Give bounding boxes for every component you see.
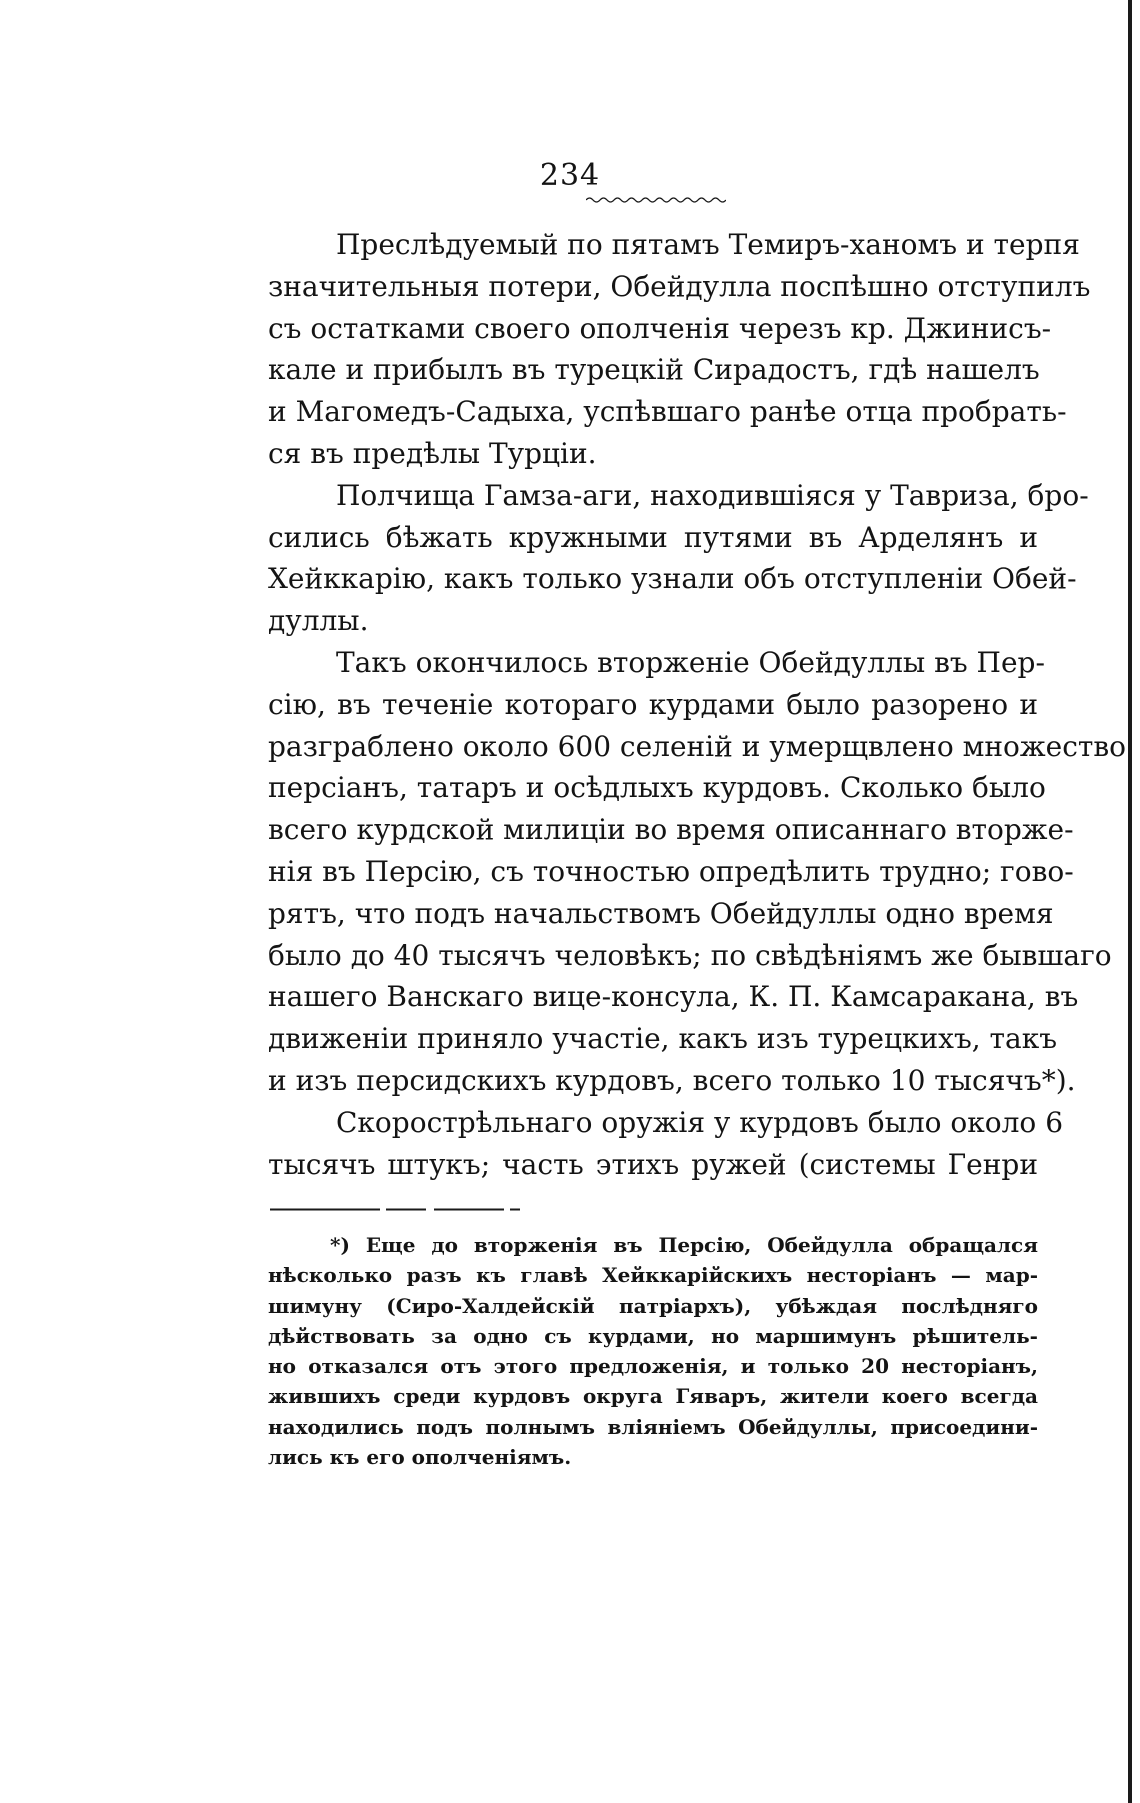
paragraph: [268, 642, 1127, 1102]
footnote-line: жившихъ среди курдовъ округа Гяваръ, жители коего всегда: [268, 1384, 1038, 1409]
page-edge: [1128, 0, 1132, 1803]
footnote-separator: [270, 1208, 520, 1211]
footnote-line: нѣсколько разъ къ главѣ Хейккарійскихъ несторіанъ — мар-: [268, 1263, 1038, 1288]
text-line: нашего Ванскаго вице-консула, К. П. Камсаракана, въ: [268, 980, 1079, 1014]
text-line: Скорострѣльнаго оружія у курдовъ было около 6: [336, 1105, 1064, 1139]
footnote-line: *) Еще до вторженія въ Персію, Обейдулла обращался: [330, 1233, 1038, 1257]
footnote-line: находились подъ полнымъ вліяніемъ Обейдуллы, присоедини-: [268, 1414, 1038, 1439]
footnote-line: но отказался отъ этого предложенія, и только 20 несторіанъ,: [268, 1354, 1038, 1379]
text-line: нія въ Персію, съ точностью опредѣлить трудно; гово-: [268, 854, 1074, 888]
text-line: дуллы.: [268, 604, 369, 638]
footnote-line: шимуну (Сиро-Халдейскій патріархъ), убѣждая послѣдняго: [268, 1293, 1038, 1318]
text-line: тысячъ штукъ; часть этихъ ружей (системы Генри: [268, 1147, 1038, 1181]
page-number-ornament: [586, 196, 726, 204]
text-line: Преслѣдуемый по пятамъ Темиръ-ханомъ и терпя: [336, 228, 1080, 261]
text-line: рятъ, что подъ начальствомъ Обейдуллы одно время: [268, 896, 1054, 930]
paragraph: [268, 1102, 1064, 1186]
paragraph: [268, 224, 1091, 475]
text-line: разграблено около 600 селеній и умерщвлено множество: [268, 729, 1127, 763]
footnote-line: дѣйствовать за одно съ курдами, но маршимунъ рѣшитель-: [268, 1323, 1038, 1348]
text-line: съ остатками своего ополченія черезъ кр. Джинисъ-: [268, 311, 1052, 345]
footnote: [268, 1230, 1038, 1472]
text-line: сились бѣжать кружными путями въ Арделянъ и: [268, 520, 1038, 554]
text-line: значительныя потери, Обейдулла поспѣшно отступилъ: [268, 269, 1091, 303]
text-line: персіанъ, татаръ и осѣдлыхъ курдовъ. Сколько было: [268, 771, 1046, 805]
footnote-line: лись къ его ополченіямъ.: [268, 1445, 572, 1470]
text-line: сію, въ теченіе котораго курдами было разорено и: [268, 687, 1038, 721]
text-line: Такъ окончилось вторженіе Обейдуллы въ Пер-: [336, 645, 1045, 679]
text-line: всего курдской милиціи во время описаннаго вторже-: [268, 813, 1074, 847]
text-line: кале и прибылъ въ турецкій Сирадостъ, гдѣ нашелъ: [268, 353, 1040, 387]
text-line: и изъ персидскихъ курдовъ, всего только 10 тысячъ*).: [268, 1063, 1076, 1097]
text-line: и Магомедъ-Садыха, успѣвшаго ранѣе отца пробрать-: [268, 395, 1067, 429]
text-line: Полчища Гамза-аги, находившіяся у Тавриза, бро-: [336, 478, 1089, 512]
body-text: [268, 224, 1127, 1185]
paragraph: [268, 475, 1089, 642]
text-line: Хейккарію, какъ только узнали объ отступленіи Обей-: [268, 562, 1077, 596]
text-line: было до 40 тысячъ человѣкъ; по свѣдѣніямъ же бывшаго: [268, 938, 1112, 972]
text-line: ся въ предѣлы Турціи.: [268, 436, 597, 470]
text-line: движеніи приняло участіе, какъ изъ турецкихъ, такъ: [268, 1022, 1058, 1056]
page-number: 234: [539, 158, 601, 193]
